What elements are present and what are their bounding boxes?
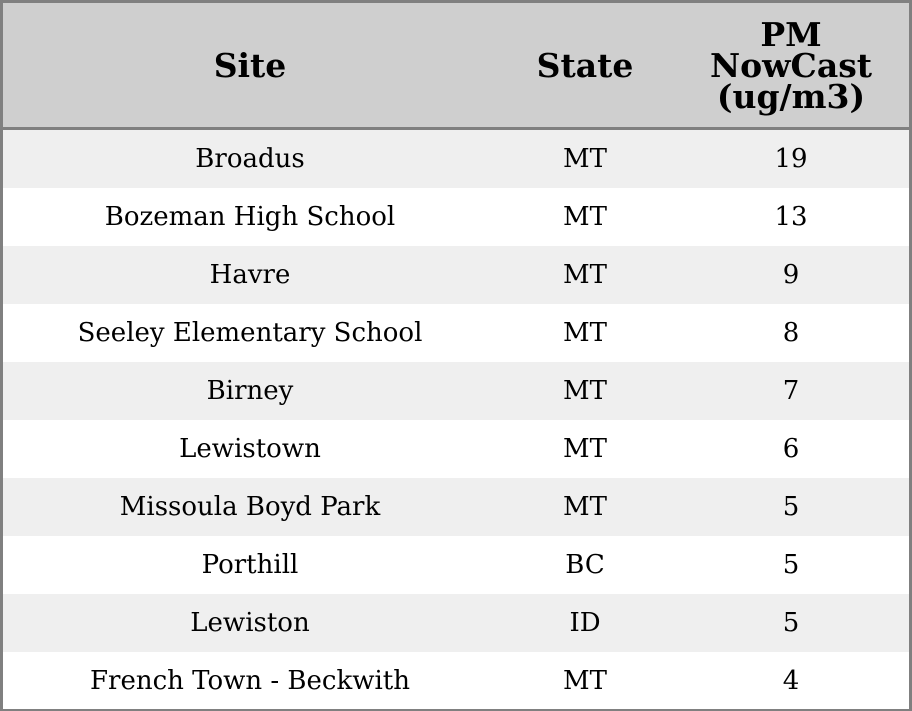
header-state: State [536,45,634,85]
cell-site: Lewiston [190,608,310,638]
cell-site: French Town - Beckwith [89,665,411,696]
cell-state: MT [563,492,607,522]
cell-state: MT [563,144,607,174]
cell-site: Havre [209,260,291,290]
header-pm-nowcast-label: PM NowCast (ug/m3) [709,14,873,116]
table-row [3,536,909,594]
header-site: Site [213,45,287,85]
cell-state: BC [565,550,605,580]
table-row [3,246,909,304]
table-row [3,188,909,246]
cell-state: MT [563,202,607,232]
cell-pm: 5 [782,550,800,580]
cell-pm: 13 [774,202,808,232]
cell-pm: 9 [782,260,800,290]
cell-state: MT [563,376,607,406]
cell-site: Broadus [195,144,305,174]
table-row [3,652,909,709]
cell-pm: 8 [782,318,800,348]
cell-state: MT [563,434,607,464]
cell-state: ID [569,608,601,638]
cell-pm: 5 [782,492,800,522]
cell-pm: 4 [782,665,800,696]
cell-state: MT [563,260,607,290]
cell-site: Bozeman High School [104,202,396,232]
cell-pm: 7 [782,376,800,406]
table-row [3,420,909,478]
table-row [3,130,909,188]
table-row [3,594,909,652]
cell-pm: 19 [774,144,808,174]
table-row [3,362,909,420]
cell-state: MT [563,665,607,696]
table-row [3,304,909,362]
cell-site: Birney [206,376,294,406]
cell-pm: 5 [782,608,800,638]
header-pm-nowcast [673,3,909,127]
cell-pm: 6 [782,434,800,464]
table-row [3,478,909,536]
cell-site: Porthill [201,550,299,580]
table-header-row [3,3,909,130]
cell-site: Seeley Elementary School [77,318,423,348]
cell-state: MT [563,318,607,348]
cell-site: Lewistown [179,434,321,464]
cell-site: Missoula Boyd Park [119,492,381,522]
